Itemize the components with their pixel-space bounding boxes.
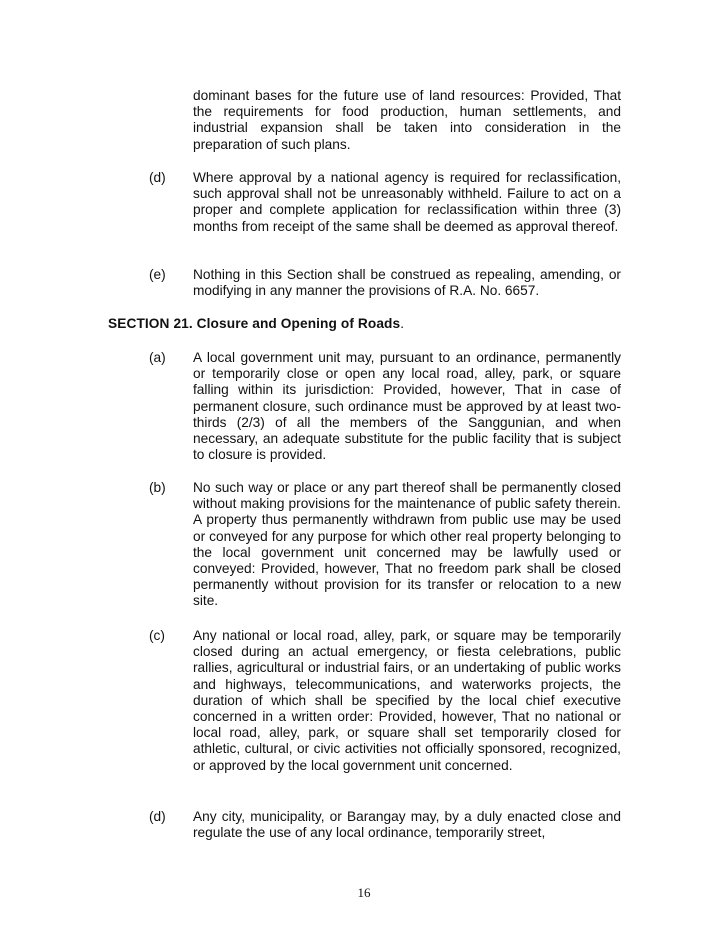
item-label-b: (b) — [149, 480, 166, 495]
item-label-a: (a) — [149, 350, 166, 365]
item-text-d2: Any city, municipality, or Barangay may, by a duly enacted close and regulate the use of any local ordinance, temporarily street, — [193, 809, 621, 841]
section-heading-text: SECTION 21. Closure and Opening of Roads — [108, 316, 401, 331]
item-text-c: Any national or local road, alley, park, or square may be temporarily closed during an actual emergency, or fiesta celebrations, public rallies, agricultural or industrial fairs, or an undertaking of public works and highways, telecommunications, and waterworks projects, the duration of which shall be specified by the local chief executive concerned in a written order: Provided, however, That no national or local road, alley, park, or square shall set temporarily closed for athletic, cultural, or civic activities not officially sponsored, recognized, or approved by the local government unit concerned. — [193, 628, 621, 773]
section-heading-period: . — [400, 316, 405, 331]
item-text-e: Nothing in this Section shall be construed as repealing, amending, or modifying in any manner the provisions of R.A. No. 6657. — [193, 267, 621, 299]
item-label-d: (d) — [149, 170, 166, 185]
item-label-d2: (d) — [149, 809, 166, 824]
intro-paragraph: dominant bases for the future use of land resources: Provided, That the requirements for food production, human settlements, and industrial expansion shall be taken into consideration in the preparation of such plans. — [193, 88, 621, 152]
page-number: 16 — [357, 885, 371, 900]
item-text-d: Where approval by a national agency is required for reclassification, such approval shall not be unreasonably withheld. Failure to act on a proper and complete application for reclassification within three (3) months from receipt of the same shall be deemed as approval thereof. — [193, 170, 621, 234]
section-heading — [108, 316, 404, 332]
item-label-c: (c) — [149, 628, 165, 643]
item-label-e: (e) — [149, 267, 166, 282]
item-text-b: No such way or place or any part thereof shall be permanently closed without making provisions for the maintenance of public safety therein. A property thus permanently withdrawn from public use may be used or conveyed for any purpose for which other real property belonging to the local government unit concerned may be lawfully used or conveyed: Provided, however, That no freedom park shall be closed permanently without provision for its transfer or relocation to a new site. — [193, 480, 621, 609]
item-text-a: A local government unit may, pursuant to an ordinance, permanently or temporarily close or open any local road, alley, park, or square falling within its jurisdiction: Provided, however, That in case of permanent closure, such ordinance must be approved by at least two-thirds (2/3) of all the members of the Sanggunian, and when necessary, an adequate substitute for the public facility that is subject to closure is provided. — [193, 350, 621, 463]
